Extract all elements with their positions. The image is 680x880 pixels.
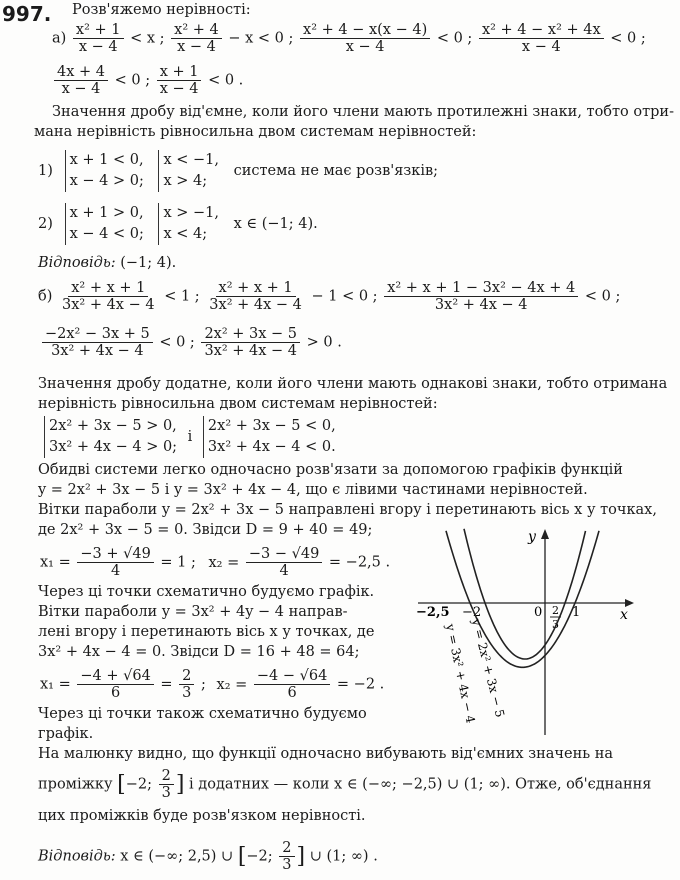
part-b-systems: 2x² + 3x − 5 > 0, 3x² + 4x − 4 > 0; і 2x² + 3x − 5 < 0, 3x² + 4x − 4 < 0.: [44, 416, 336, 458]
part-b-explain-1: Значення дробу додатне, коли його члени мають однакові знаки, тобто отримана: [38, 376, 668, 392]
fraction: $\frac{-3 + √49}{4}$: [77, 546, 153, 579]
part-b-label: б): [38, 288, 53, 305]
case-2: 2) x + 1 > 0, x − 4 < 0; x > −1, x < 4; x ∈ (−1; 4).: [38, 203, 318, 245]
fraction: $\frac{-3 - √49}{4}$: [246, 546, 322, 579]
graph-text-2: y = 2x² + 3x − 5 і y = 3x² + 4x − 4, що є лівими частинами нерівностей.: [38, 482, 588, 498]
fraction: $\frac{x + 1}{x - 4}$: [157, 64, 202, 97]
intro-text: Розв'яжемо нерівності:: [72, 2, 251, 18]
y-axis-arrow-icon: [541, 529, 549, 539]
y-axis-label: y: [528, 529, 536, 545]
part-b-line-1: б) $\frac{\text{x² + x + 1}}{\text{3x² + 4x − 4}}$ < 1 ; $\frac{\text{x² + x + 1}}{\text{3x² + 4x − 4}}$ − 1 < 0 ; $\frac{\text{x² + x + 1 − 3x² − 4x + 4}}{\text{3x² + 4x − 4}}$ < 0 ;: [38, 280, 621, 313]
conclusion-2: проміжку [−2; $\frac{2}{3}$ ] і додатних — коли x ∈ (−∞; −2,5) ∪ (1; ∞). Отже, об'єднання: [38, 768, 652, 801]
part-a-line-1: а) $\frac{\text{x² + 1}}{x - 4}$ < x ; $\frac{\text{x² + 4}}{x - 4}$ − x < 0 ; $\frac{\text{x² + 4 − x(x − 4)}}{x - 4}$ < 0 ; $\frac{\text{x² + 4 − x² + 4x}}{x - 4}$ < 0 ;: [52, 22, 646, 55]
tick-two-thirds-num: 2: [552, 604, 559, 617]
roots-line-2: x₁ = $\frac{-4 + √64}{6}$ = $\frac{2}{3}$ ; x₂ = $\frac{-4 - √64}{6}$ = −2 .: [40, 668, 385, 701]
system: 2x² + 3x − 5 < 0, 3x² + 4x − 4 < 0.: [203, 416, 336, 458]
tick-two-thirds-den: 3: [552, 618, 559, 631]
fraction: $\frac{\text{x² + 4}}{x - 4}$: [171, 22, 222, 55]
system: x + 1 > 0, x − 4 < 0;: [65, 203, 144, 245]
system: x < −1, x > 4;: [158, 150, 219, 192]
build-text-1: Через ці точки схематично будуємо графік.: [38, 584, 375, 600]
part-a-explain-2: мана нерівність рівносильна двом системам нерівностей:: [34, 124, 477, 140]
origin-label: 0: [534, 605, 543, 620]
problem-number: 997.: [2, 2, 52, 26]
parabola2-text-3: 3x² + 4x − 4 = 0. Звідси D = 16 + 48 = 64;: [38, 644, 360, 660]
fraction: $\frac{-4 - √64}{6}$: [254, 668, 330, 701]
system: x + 1 < 0, x − 4 > 0;: [65, 150, 144, 192]
tick-minus-2: −2: [462, 605, 482, 620]
fraction: $\frac{2}{3}$: [279, 840, 294, 873]
system: 2x² + 3x − 5 > 0, 3x² + 4x − 4 > 0;: [44, 416, 177, 458]
tick-minus-2-5: −2,5: [416, 605, 450, 620]
branches-text-1: Вітки параболи y = 2x² + 3x − 5 направлені вгору і перетинають вісь x у точках,: [38, 502, 657, 518]
fraction: $\frac{\text{2x² + 3x − 5}}{\text{3x² + 4x − 4}}$: [201, 326, 300, 359]
part-a-explain-1: Значення дробу від'ємне, коли його члени мають протилежні знаки, тобто отри-: [52, 104, 674, 120]
graph-text-1: Обидві системи легко одночасно розв'язати за допомогою графіків функцій: [38, 462, 623, 478]
part-a-line-2: $\frac{4x + 4}{x - 4}$ < 0 ; $\frac{x + 1}{x - 4}$ < 0 .: [52, 64, 243, 97]
part-a-answer: Відповідь: (−1; 4).: [38, 255, 177, 271]
fraction: $\frac{\text{x² + x + 1}}{\text{3x² + 4x − 4}}$: [209, 280, 302, 313]
fraction: $\frac{4x + 4}{x - 4}$: [54, 64, 108, 97]
part-b-answer: Відповідь: x ∈ (−∞; 2,5) ∪ [−2; $\frac{2}{3}$ ] ∪ (1; ∞) .: [38, 840, 378, 873]
part-a-label: а): [52, 30, 67, 47]
build2-text-1: Через ці точки також схематично будуємо: [38, 706, 367, 722]
build2-text-2: графік.: [38, 726, 94, 742]
fraction: $\frac{\text{x² + x + 1 − 3x² − 4x + 4}}{\text{3x² + 4x − 4}}$: [384, 280, 578, 313]
branches-text-2: де 2x² + 3x − 5 = 0. Звідси D = 9 + 40 = 49;: [38, 522, 373, 538]
curve-label-3x2: y = 3x² + 4x − 4: [443, 622, 478, 725]
part-b-line-2: $\frac{\text{−2x² − 3x + 5}}{\text{3x² + 4x − 4}}$ < 0 ; $\frac{\text{2x² + 3x − 5}}{\text{3x² + 4x − 4}}$ > 0 .: [40, 326, 342, 359]
fraction: $\frac{-4 + √64}{6}$: [77, 668, 153, 701]
parabola2-text-1: Вітки параболи y = 3x² + 4y − 4 направ-: [38, 604, 348, 620]
fraction: $\frac{2}{3}$: [179, 668, 194, 701]
fraction: $\frac{\text{x² + 4 − x(x − 4)}}{x - 4}$: [300, 22, 430, 55]
conclusion-1: На малюнку видно, що функції одночасно вибувають від'ємних значень на: [38, 746, 614, 762]
roots-line-1: x₁ = $\frac{-3 + √49}{4}$ = 1 ; x₂ = $\frac{-3 - √49}{4}$ = −2,5 .: [40, 546, 391, 579]
fraction: $\frac{\text{−2x² − 3x + 5}}{\text{3x² + 4x − 4}}$: [42, 326, 153, 359]
system: x > −1, x < 4;: [158, 203, 219, 245]
fraction: $\frac{2}{3}$: [159, 768, 174, 801]
fraction: $\frac{\text{x² + x + 1}}{\text{3x² + 4x − 4}}$: [62, 280, 155, 313]
case-1: 1) x + 1 < 0, x − 4 > 0; x < −1, x > 4; система не має розв'язків;: [38, 150, 438, 192]
part-b-explain-2: нерівність рівносильна двом системам нерівностей:: [38, 396, 438, 412]
tick-1: 1: [572, 605, 581, 620]
parabola2-text-2: лені вгору і перетинають вісь x у точках, де: [38, 624, 375, 640]
fraction: $\frac{\text{x² + 4 − x² + 4x}}{x - 4}$: [479, 22, 604, 55]
x-axis-label: x: [620, 607, 628, 623]
x-axis-arrow-icon: [625, 599, 634, 607]
parabolas-graph: [410, 525, 660, 745]
fraction: $\frac{\text{x² + 1}}{x - 4}$: [73, 22, 124, 55]
conclusion-3: цих проміжків буде розв'язком нерівності.: [38, 808, 366, 824]
curve-label-2x2: y = 2x² + 3x − 5: [469, 617, 508, 719]
